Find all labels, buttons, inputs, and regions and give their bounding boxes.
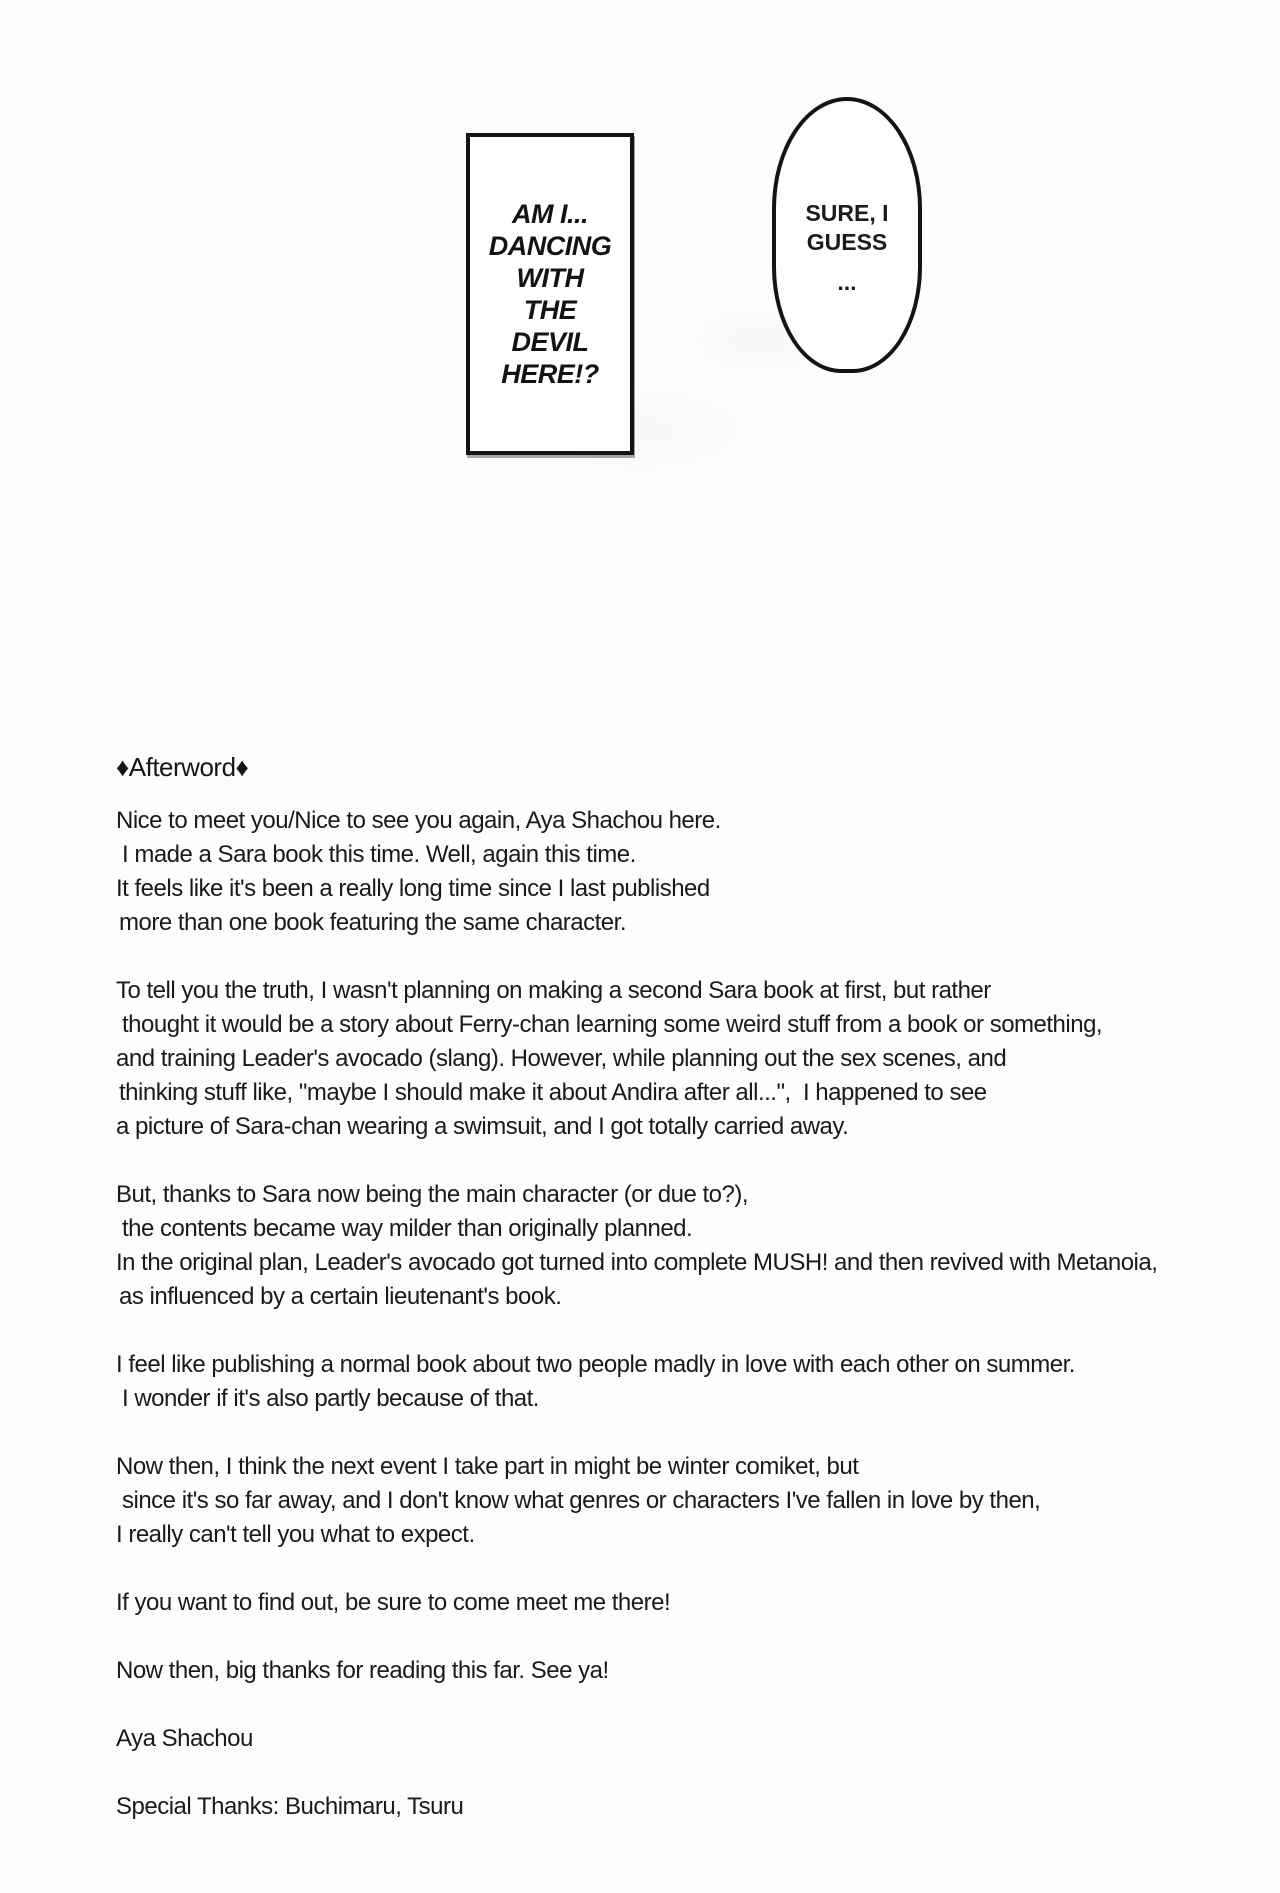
text-line: I wonder if it's also partly because of that. — [122, 1385, 539, 1412]
afterword-heading: ♦Afterword♦ — [116, 752, 249, 782]
text-line: as influenced by a certain lieutenant's book. — [119, 1283, 562, 1310]
speech-bubble-oval — [772, 97, 922, 373]
afterword-paragraph — [116, 1178, 1266, 1314]
text-line: To tell you the truth, I wasn't planning on making a second Sara book at first, but rather — [116, 977, 991, 1004]
text-line: Special Thanks: Buchimaru, Tsuru — [116, 1793, 464, 1820]
afterword-paragraph — [116, 1348, 1266, 1416]
bubble-line: SURE, I — [805, 200, 889, 226]
text-line: But, thanks to Sara now being the main character (or due to?), — [116, 1181, 749, 1208]
text-line: and training Leader's avocado (slang). However, while planning out the sex scenes, and — [116, 1045, 1007, 1072]
text-line: Nice to meet you/Nice to see you again, Aya Shachou here. — [116, 807, 721, 834]
text-line: Now then, I think the next event I take part in might be winter comiket, but — [116, 1453, 859, 1480]
text-line: thought it would be a story about Ferry-chan learning some weird stuff from a book or something, — [122, 1011, 1103, 1038]
afterword-paragraph — [116, 1654, 1266, 1688]
afterword-paragraph — [116, 1722, 1266, 1756]
text-line: If you want to find out, be sure to come meet me there! — [116, 1589, 671, 1616]
afterword-paragraph — [116, 804, 1266, 940]
text-line: Now then, big thanks for reading this far. See ya! — [116, 1657, 609, 1684]
bubble-line: THE — [523, 295, 577, 325]
text-line: Aya Shachou — [116, 1725, 253, 1752]
bubble-line: DANCING — [488, 231, 612, 261]
text-line: more than one book featuring the same character. — [119, 909, 626, 936]
text-line: I really can't tell you what to expect. — [116, 1521, 475, 1548]
afterword-paragraph — [116, 1790, 1266, 1824]
afterword-section — [116, 750, 1266, 1824]
text-line: a picture of Sara-chan wearing a swimsuit, and I got totally carried away. — [116, 1113, 849, 1140]
bubble-line: GUESS — [806, 229, 888, 255]
text-line: I feel like publishing a normal book about two people madly in love with each other on summer. — [116, 1351, 1075, 1378]
bubble-line: DEVIL — [511, 327, 589, 357]
afterword-paragraph — [116, 974, 1266, 1144]
bubble-line: WITH — [516, 263, 584, 293]
bubble-line: HERE!? — [501, 359, 599, 389]
text-line: It feels like it's been a really long time since I last published — [116, 875, 710, 902]
afterword-paragraph — [116, 1450, 1266, 1552]
text-line: I made a Sara book this time. Well, again this time. — [122, 841, 636, 868]
afterword-paragraph — [116, 1586, 1266, 1620]
text-line: thinking stuff like, "maybe I should make it about Andira after all...", I happened to see — [119, 1079, 987, 1106]
bubble-line: ... — [837, 269, 857, 295]
text-line: since it's so far away, and I don't know what genres or characters I've fallen in love by then, — [122, 1487, 1041, 1514]
bubble-line: AM I... — [512, 199, 588, 229]
text-line: the contents became way milder than originally planned. — [122, 1215, 693, 1242]
text-line: In the original plan, Leader's avocado got turned into complete MUSH! and then revived with Metanoia, — [116, 1249, 1158, 1276]
speech-bubble-rect — [466, 133, 634, 455]
